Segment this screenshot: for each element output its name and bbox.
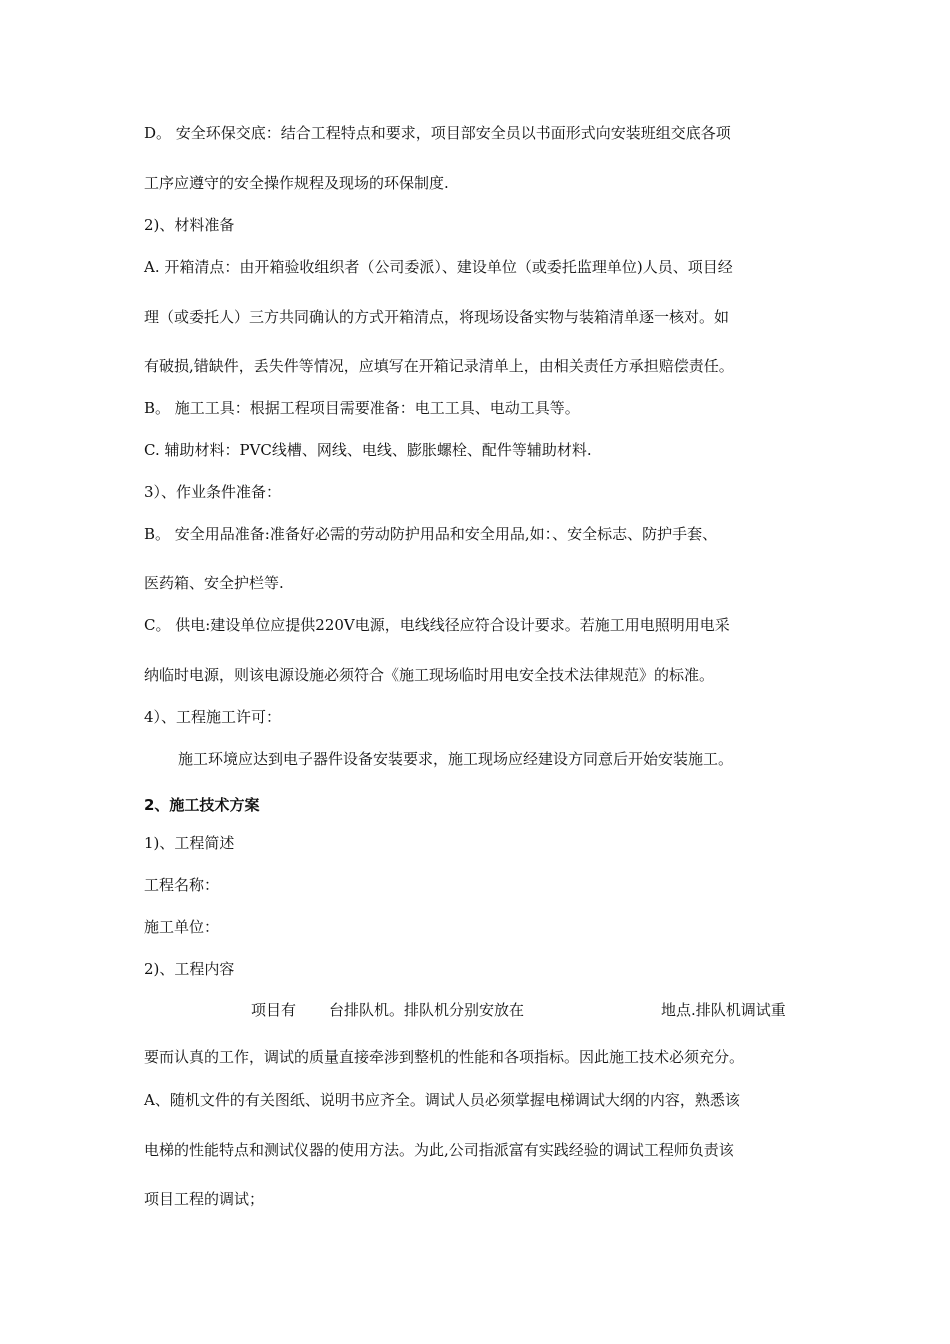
paragraph-line: 纳临时电源，则该电源设施必须符合《施工现场临时用电安全技术法律规范》的标准。: [144, 666, 715, 684]
paragraph-line: A、随机文件的有关图纸、说明书应齐全。调试人员必须掌握电梯调试大纲的内容，熟悉该: [144, 1091, 740, 1109]
section-subheading: 3）、作业条件准备：: [144, 483, 282, 501]
gap-line-part2: 台排队机。排队机分别安放在: [329, 1001, 525, 1019]
paragraph-line: C。 供电:建设单位应提供220V电源，电线线径应符合设计要求。若施工用电照明用电采: [144, 616, 730, 634]
section-subheading: 1)、工程简述: [144, 834, 235, 852]
field-label-project-name: 工程名称：: [144, 876, 220, 894]
paragraph-line: C. 辅助材料：PVC线槽、网线、电线、膨胀螺栓、配件等辅助材料.: [144, 441, 592, 459]
field-label-construction-unit: 施工单位：: [144, 918, 220, 936]
section-subheading: 2)、材料准备: [144, 216, 235, 234]
section-heading: 2、施工技术方案: [144, 796, 260, 814]
paragraph-line: 医药箱、安全护栏等.: [144, 574, 284, 592]
section-subheading: 2)、工程内容: [144, 960, 235, 978]
paragraph-line: B。 安全用品准备:准备好必需的劳动防护用品和安全用品,如：、安全标志、防护手套、: [144, 525, 718, 543]
paragraph-line: B。 施工工具：根据工程项目需要准备：电工工具、电动工具等。: [144, 399, 580, 417]
paragraph-line: 电梯的性能特点和测试仪器的使用方法。为此,公司指派富有实践经验的调试工程师负责该: [144, 1141, 734, 1159]
paragraph-line: 施工环境应达到电子器件设备安装要求，施工现场应经建设方同意后开始安装施工。: [178, 750, 734, 768]
section-subheading: 4）、工程施工许可：: [144, 708, 282, 726]
paragraph-line: 理（或委托人）三方共同确认的方式开箱清点，将现场设备实物与装箱清单逐一核对。如: [144, 308, 730, 326]
gap-line-part1: 项目有: [251, 1001, 297, 1019]
paragraph-line: A. 开箱清点：由开箱验收组织者（公司委派）、建设单位（或委托监理单位)人员、项目经: [144, 258, 733, 276]
paragraph-line: 项目工程的调试；: [144, 1190, 265, 1208]
gap-line-part3: 地点.排队机调试重: [661, 1001, 786, 1019]
paragraph-line: 工序应遵守的安全操作规程及现场的环保制度.: [144, 174, 449, 192]
paragraph-line: 要而认真的工作，调试的质量直接牵涉到整机的性能和各项指标。因此施工技术必须充分。: [144, 1048, 745, 1066]
paragraph-line: 有破损,错缺件，丢失件等情况，应填写在开箱记录清单上，由相关责任方承担赔偿责任。: [144, 357, 734, 375]
paragraph-line: D。 安全环保交底：结合工程特点和要求，项目部安全员以书面形式向安装班组交底各项: [144, 124, 731, 142]
